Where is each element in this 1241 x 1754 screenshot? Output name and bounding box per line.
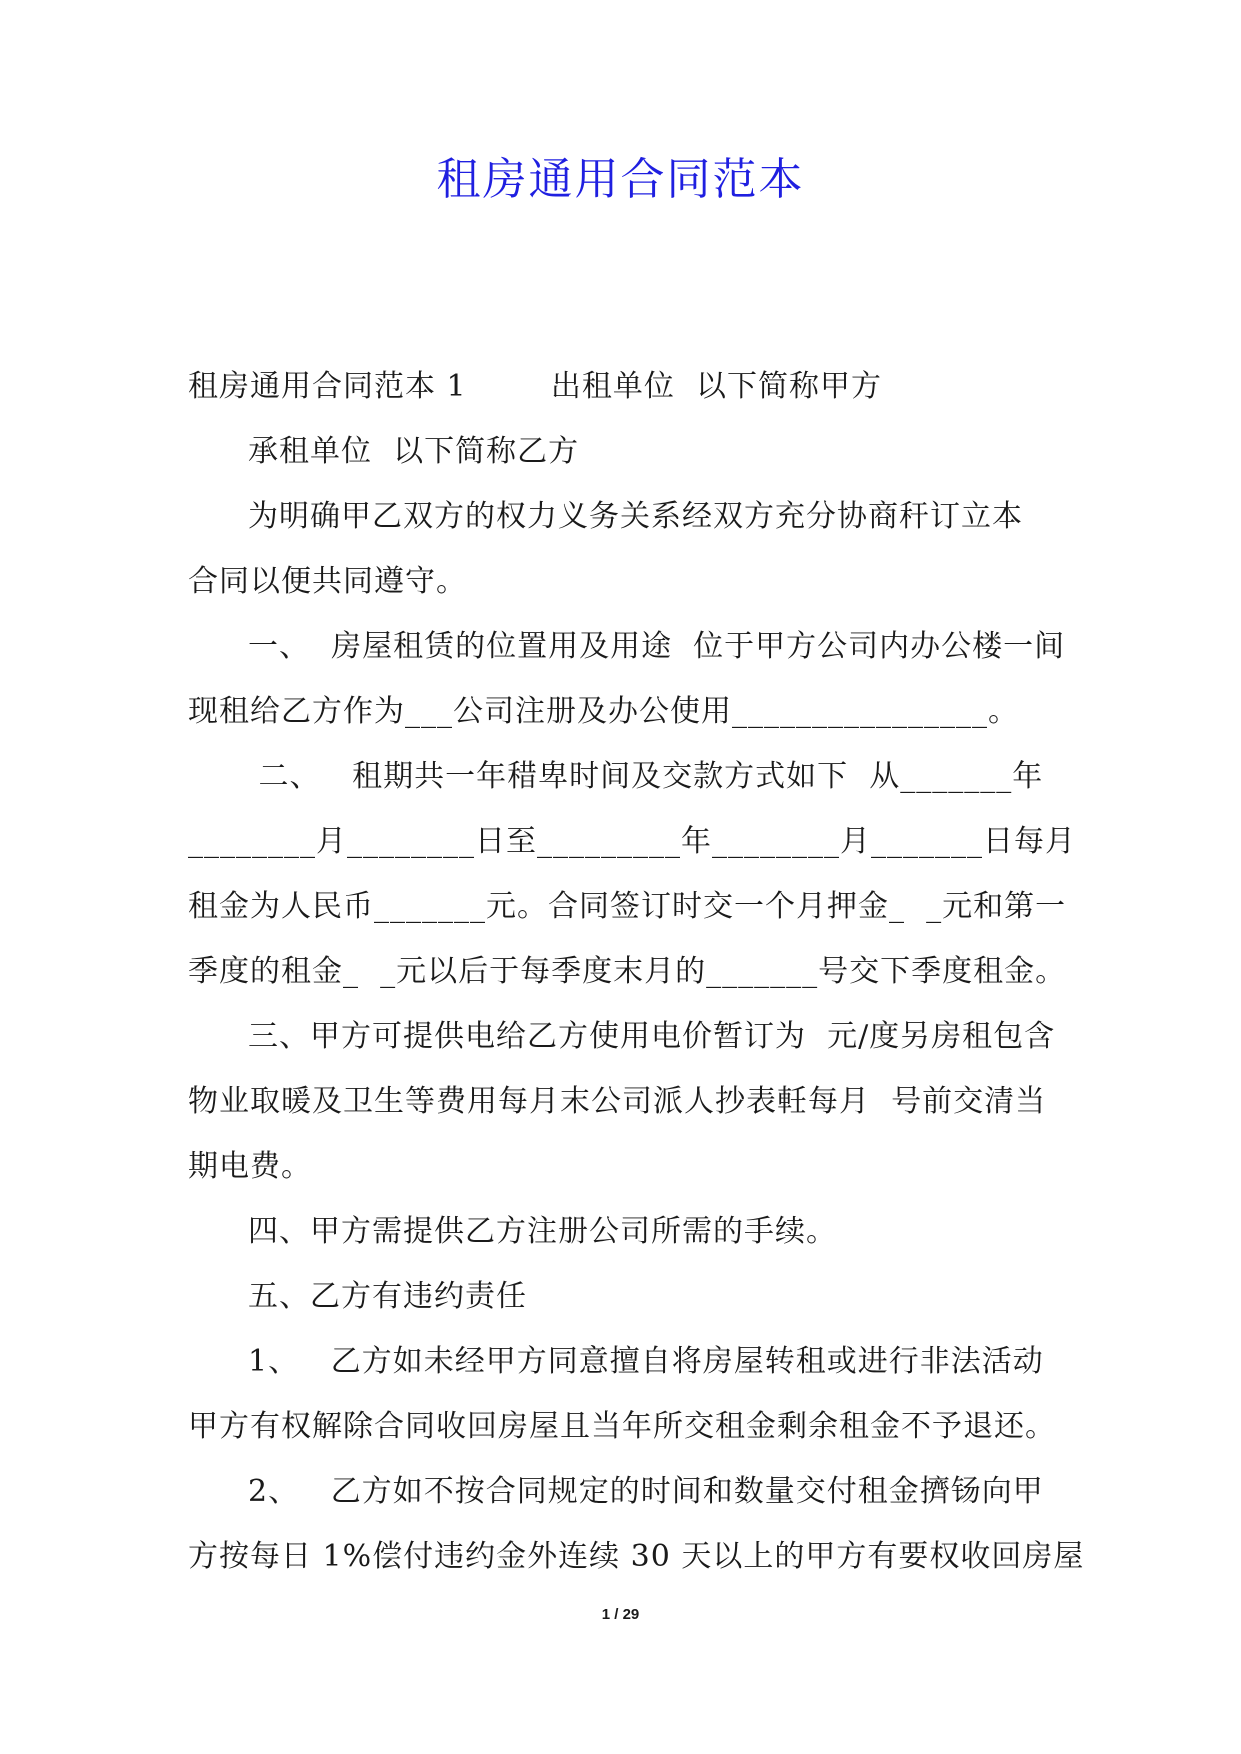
paragraph-line: 租金为人民币_______元。合同签订时交一个月押金_ _元和第一 — [188, 889, 1067, 924]
paragraph-line: 五、乙方有违约责任 — [248, 1279, 527, 1314]
paragraph-line: 方按每日 1%偿付违约金外连续 30 天以上的甲方有要权收回房屋 — [188, 1539, 1085, 1574]
paragraph-line: 三、甲方可提供电给乙方使用电价暂订为 元/度另房租包含 — [248, 1019, 1056, 1054]
paragraph-line: 为明确甲乙双方的权力义务关系经双方充分协商秆订立本 — [248, 499, 1023, 534]
document-body — [188, 354, 1085, 1589]
paragraph-line: 1、 乙方如未经甲方同意擅自将房屋转租或进行非法活动 — [248, 1344, 1044, 1379]
paragraph-line: 租房通用合同范本 1 出租单位 以下简称甲方 — [188, 369, 882, 404]
page-number: 1 / 29 — [601, 1606, 640, 1623]
paragraph-line: 季度的租金_ _元以后于每季度末月的_______号交下季度租金。 — [188, 954, 1067, 989]
paragraph-line: 合同以便共同遵守。 — [188, 564, 467, 599]
paragraph-line: 四、甲方需提供乙方注册公司所需的手续。 — [248, 1214, 837, 1249]
paragraph-line: ________月________日至_________年________月_______日每月 — [188, 824, 1076, 859]
paragraph-line: 承租单位 以下简称乙方 — [248, 434, 580, 469]
paragraph-line: 期电费。 — [188, 1149, 312, 1184]
paragraph-line: 一、 房屋租赁的位置用及用途 位于甲方公司内办公楼一间 — [248, 629, 1066, 664]
paragraph-line: 二、 租期共一年稓卑时间及交款方式如下 从_______年 — [248, 759, 1044, 794]
paragraph-line: 物业取暖及卫生等费用每月末公司派人抄表軠每月 号前交清当 — [188, 1084, 1047, 1119]
paragraph-line: 甲方有权解除合同收回房屋且当年所交租金剩余租金不予退还。 — [188, 1409, 1056, 1444]
document-title: 租房通用合同范本 — [436, 154, 805, 205]
paragraph-line: 现租给乙方作为___公司注册及办公使用________________。 — [188, 694, 1019, 729]
paragraph-line: 2、 乙方如不按合同规定的时间和数量交付租金擠钖向甲 — [248, 1474, 1044, 1509]
